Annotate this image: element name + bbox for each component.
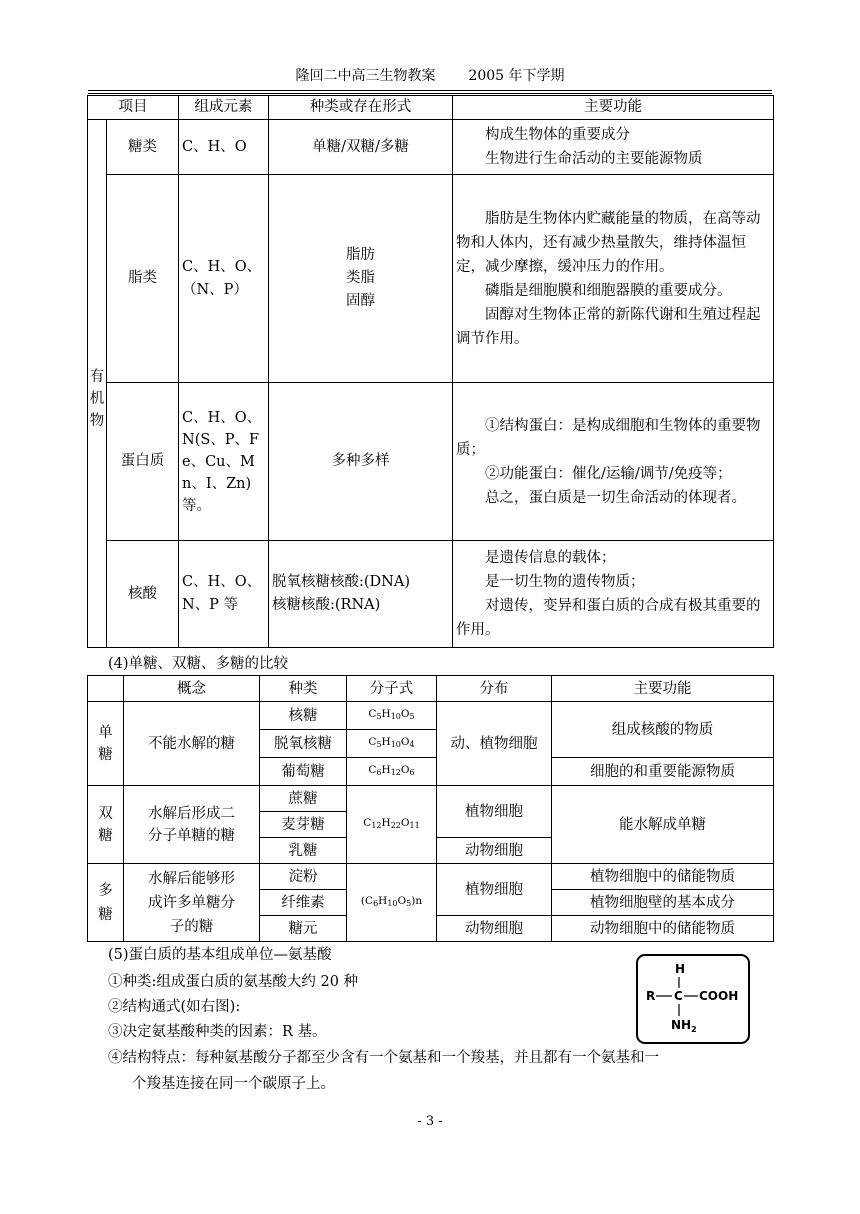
group-label-organic xyxy=(88,120,107,648)
functions-lipid xyxy=(453,175,774,383)
function-line: 脂肪是生物体内贮藏能量的物质，在高等动物和人体内，还有减少热量散失，维持体温恒定，减少摩擦，缓冲压力的作用。 xyxy=(456,210,761,275)
label-char: 多 xyxy=(98,882,113,899)
concept-line: 水解后能够形 xyxy=(148,870,235,887)
elements-lipid xyxy=(179,175,269,383)
forms-lipid xyxy=(269,175,453,383)
functions-protein xyxy=(453,383,774,541)
kind-ribose: 核糖 xyxy=(260,702,347,730)
section-5-item-4: ④结构特点：每种氨基酸分子都至少含有一个氨基和一个羧基，并且都有一个氨基和一 xyxy=(108,1050,659,1066)
header-item: 项目 xyxy=(88,96,179,120)
forms-protein: 多种多样 xyxy=(269,383,453,541)
group-char: 机 xyxy=(89,390,105,407)
header-rule xyxy=(88,93,772,94)
form-line: 脂肪 xyxy=(346,247,375,263)
forms-nucleic-acid xyxy=(269,541,453,648)
elements-lipid-line1: C、H、O、 xyxy=(182,258,262,275)
label-monosaccharide xyxy=(88,702,124,786)
section-5-item-4-cont: 个羧基连接在同一个碳原子上。 xyxy=(132,1076,335,1092)
function-line: ①结构蛋白：是构成细胞和生物体的重要物质； xyxy=(456,417,761,458)
section-4-title: (4)单糖、双糖、多糖的比较 xyxy=(108,656,289,672)
formula-glucose: $C_6H_{12}O_6$ xyxy=(347,758,437,786)
label-char: 糖 xyxy=(98,906,113,923)
function-line: 生物进行生命活动的主要能源物质 xyxy=(485,151,703,167)
function-glycogen: 动物细胞中的储能物质 xyxy=(552,916,774,942)
kind-maltose: 麦芽糖 xyxy=(260,812,347,838)
functions-carbohydrate xyxy=(453,120,774,175)
section-5-item-2: ②结构通式(如右图): xyxy=(108,999,241,1015)
header-distribution: 分布 xyxy=(437,676,552,702)
kind-sucrose: 蔗糖 xyxy=(260,786,347,812)
header-term: 2005 年下学期 xyxy=(468,68,565,84)
function-line: 是遗传信息的载体； xyxy=(485,550,616,566)
group-char: 物 xyxy=(89,412,105,429)
distribution-lactose: 动物细胞 xyxy=(437,838,552,864)
concept-line: 水解后形成二 xyxy=(148,805,235,822)
function-line: ②功能蛋白：催化/运输/调节/免疫等； xyxy=(485,465,732,482)
distribution-disaccharide-plant: 植物细胞 xyxy=(437,786,552,838)
formula-ribose: $C_5H_{10}O_5$ xyxy=(347,702,437,730)
organic-compounds-table xyxy=(87,95,774,648)
function-line: 对遗传，变异和蛋白质的合成有极其重要的作用。 xyxy=(456,598,761,638)
concept-line: 分子单糖的糖 xyxy=(148,827,235,844)
item-lipid: 脂类 xyxy=(107,175,179,383)
functions-nucleic-acid xyxy=(453,541,774,648)
function-line: 构成生物体的重要成分 xyxy=(485,127,630,143)
function-starch: 植物细胞中的储能物质 xyxy=(552,864,774,890)
atom-r: R xyxy=(646,989,656,1003)
header-elements: 组成元素 xyxy=(179,96,269,120)
function-glucose: 细胞的和重要能源物质 xyxy=(552,758,774,786)
function-line: 总之，蛋白质是一切生命活动的体现者。 xyxy=(485,489,746,506)
amino-acid-structure-svg xyxy=(638,956,748,1042)
function-disaccharide: 能水解成单糖 xyxy=(552,786,774,864)
page-header xyxy=(88,66,772,86)
amino-acid-structure-figure xyxy=(636,954,750,1044)
group-cooh: COOH xyxy=(699,989,739,1003)
function-line: 固醇对生物体正常的新陈代谢和生殖过程起调节作用。 xyxy=(456,306,761,347)
kind-starch: 淀粉 xyxy=(260,864,347,890)
form-line: 核糖核酸:(RNA) xyxy=(272,597,381,613)
section-5-title: (5)蛋白质的基本组成单位—氨基酸 xyxy=(108,947,332,963)
group-nh2: $NH_2$ xyxy=(671,1018,697,1034)
function-cellulose: 植物细胞壁的基本成分 xyxy=(552,890,774,916)
kind-cellulose: 纤维素 xyxy=(260,890,347,916)
label-disaccharide xyxy=(88,786,124,864)
formula-polysaccharide: $(C_6H_{10}O_5)n$ xyxy=(347,864,437,942)
concept-polysaccharide xyxy=(124,864,260,942)
formula-disaccharide: $C_{12}H_{22}O_{11}$ xyxy=(347,786,437,864)
item-nucleic-acid: 核酸 xyxy=(107,541,179,648)
atom-c: C xyxy=(674,989,683,1003)
distribution-glycogen: 动物细胞 xyxy=(437,916,552,942)
distribution-monosaccharide: 动、植物细胞 xyxy=(437,702,552,786)
header-forms: 种类或存在形式 xyxy=(269,96,453,120)
sugar-comparison-table xyxy=(87,675,774,942)
concept-disaccharide xyxy=(124,786,260,864)
page-number: - 3 - xyxy=(417,1114,443,1129)
label-char: 单 xyxy=(98,724,113,741)
elements-protein: C、H、O、N(S、P、Fe、Cu、Mn、I、Zn)等。 xyxy=(179,383,269,541)
header-concept: 概念 xyxy=(124,676,260,702)
distribution-polysaccharide-plant: 植物细胞 xyxy=(437,864,552,916)
elements-lipid-line2: （N、P） xyxy=(182,281,248,298)
label-char: 双 xyxy=(98,805,113,822)
elements-nucleic-acid: C、H、O、N、P 等 xyxy=(179,541,269,648)
group-text xyxy=(88,366,106,432)
section-5-item-3: ③决定氨基酸种类的因素：R 基。 xyxy=(108,1024,327,1040)
form-line: 固醇 xyxy=(346,293,375,309)
header-rule xyxy=(88,90,772,91)
form-line: 类脂 xyxy=(346,270,375,286)
header-formula: 分子式 xyxy=(347,676,437,702)
header-function: 主要功能 xyxy=(552,676,774,702)
label-char: 糖 xyxy=(98,827,113,844)
item-carbohydrate: 糖类 xyxy=(107,120,179,175)
label-polysaccharide xyxy=(88,864,124,942)
label-char: 糖 xyxy=(98,746,113,763)
header-kind: 种类 xyxy=(260,676,347,702)
header-title: 隆回二中高三生物教案 xyxy=(295,68,436,84)
concept-line: 子的糖 xyxy=(169,918,214,935)
concept-line: 成许多单糖分 xyxy=(148,894,235,911)
group-char: 有 xyxy=(89,368,105,385)
elements-carbohydrate: C、H、O xyxy=(179,120,269,175)
concept-monosaccharide: 不能水解的糖 xyxy=(124,702,260,786)
item-protein: 蛋白质 xyxy=(107,383,179,541)
kind-glycogen: 糖元 xyxy=(260,916,347,942)
formula-deoxyribose: $C_5H_{10}O_4$ xyxy=(347,730,437,758)
kind-glucose: 葡萄糖 xyxy=(260,758,347,786)
atom-h: H xyxy=(675,962,686,976)
kind-deoxyribose: 脱氧核糖 xyxy=(260,730,347,758)
header-functions: 主要功能 xyxy=(453,96,774,120)
forms-carbohydrate: 单糖/双糖/多糖 xyxy=(269,120,453,175)
function-ribose-deoxyribose: 组成核酸的物质 xyxy=(552,702,774,758)
function-line: 是一切生物的遗传物质； xyxy=(485,574,645,590)
kind-lactose: 乳糖 xyxy=(260,838,347,864)
corner-cell xyxy=(88,676,124,702)
form-line: 脱氧核糖核酸:(DNA) xyxy=(272,574,410,590)
section-5-item-1: ①种类:组成蛋白质的氨基酸大约 20 种 xyxy=(108,974,359,990)
function-line: 磷脂是细胞膜和细胞器膜的重要成分。 xyxy=(485,282,732,299)
